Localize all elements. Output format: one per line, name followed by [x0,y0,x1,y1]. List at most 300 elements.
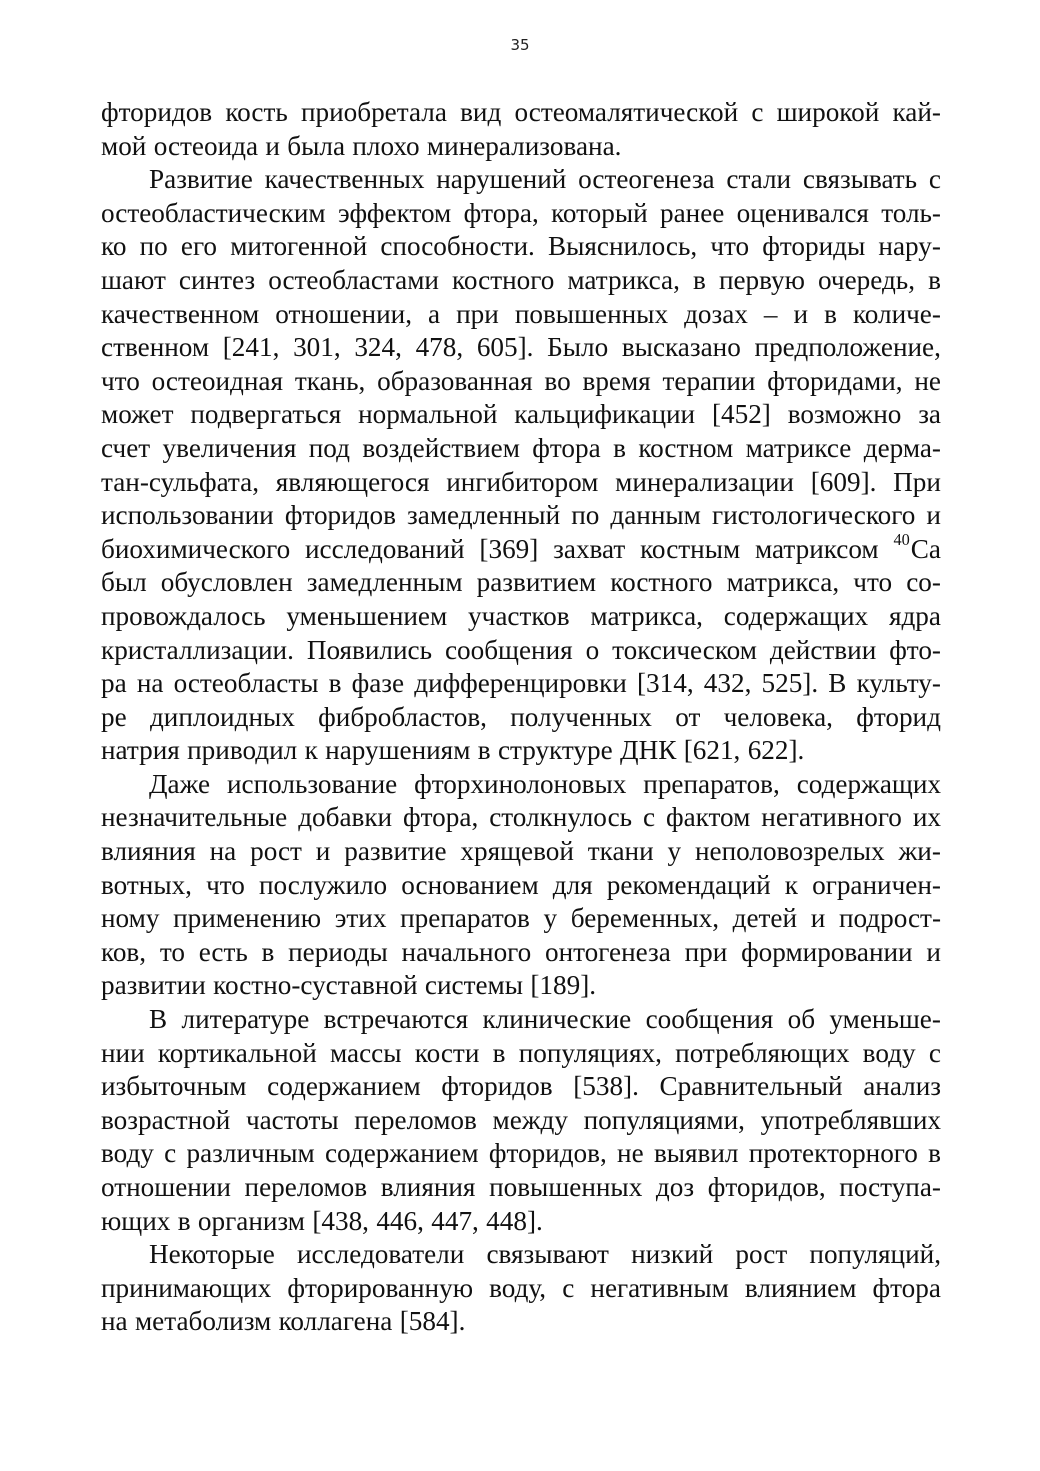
word: качественных [264,164,425,195]
word: приводил [187,735,298,766]
word: рекомендаций [606,869,771,900]
word: кай- [892,97,941,127]
text-line [101,398,941,432]
word: культу- [856,668,941,699]
text-line [101,530,941,567]
word: избыточным [101,1071,247,1102]
word: и [315,836,331,867]
word: матрикса, [590,600,703,631]
word: Даже [149,768,211,799]
word: возможно [787,399,902,430]
word: коллагена [278,1306,393,1337]
word: и [810,903,826,934]
body-text [101,96,941,1339]
word: негативного [761,802,902,833]
word: детей [732,903,798,934]
word: вотных, [101,869,192,900]
word: ядра [888,600,941,631]
word: дерма- [863,432,941,463]
word: системы [424,970,524,1001]
word: замедленным [306,567,463,598]
word: фтора, [403,802,479,833]
word: захват [553,533,626,564]
word: 448]. [486,1205,543,1236]
word: к [304,735,318,766]
word: Сравнительный [659,1071,843,1102]
word: При [893,466,941,497]
word: начального [401,936,532,967]
word: онтогенеза [544,936,671,967]
word: стали [726,164,792,195]
word: была [287,130,346,161]
word: при [684,936,728,967]
word: [584]. [399,1306,466,1337]
word: и [265,130,280,161]
word: рост [735,1239,788,1270]
text-line [101,835,941,869]
word: [609]. [810,466,877,497]
word: с [751,97,764,127]
word: при [456,298,499,329]
word: 446, [376,1205,424,1236]
word: у [667,836,682,867]
word: 324, [354,332,402,363]
word: костного [452,264,555,295]
word: и [926,936,941,967]
word: 301, [293,332,341,363]
word: костным [640,533,741,564]
text-line [101,1238,941,1272]
word: ингибитором [446,466,599,497]
word: на [101,1306,128,1337]
word: беременных, [570,903,719,934]
word: данным [610,500,701,531]
word: поступа- [839,1172,941,1202]
text-line [101,1205,941,1239]
word: первую [718,264,805,295]
word: фторидов [284,500,396,531]
word: и [926,500,941,531]
word: был [101,567,147,598]
text-line [101,466,941,500]
word: [314, [637,668,694,699]
word: влияния [101,836,196,867]
word: уменьшением [286,600,448,631]
word: 605]. [476,332,534,363]
word: ДНК [620,735,677,766]
word: способности. [380,231,535,262]
word: уменьше- [829,1004,941,1035]
word: высказано [621,332,741,363]
word: эффектом [337,197,452,228]
word: плохо [352,130,420,161]
word: мой [101,130,147,161]
word: массы [330,1037,402,1068]
word: $^{40}$Ca [893,530,941,564]
word: послужило [258,869,388,900]
word: воду [862,1037,916,1068]
word: кристаллизации. [101,634,294,665]
word: фторированную [287,1272,474,1303]
word: В [149,1004,168,1035]
word: остеоида [153,130,259,161]
word: подвергаться [190,399,342,430]
word: клинические [482,1004,632,1035]
word: Некоторые [149,1239,275,1270]
word: переломов [354,1104,477,1135]
text-line [101,566,941,600]
word: широкой [776,97,880,127]
text-line [101,936,941,970]
text-line [101,701,941,735]
word: что [101,365,140,396]
word: [189]. [530,970,597,1001]
word: использовании [101,500,274,531]
word: время [582,365,651,396]
word: что [206,869,245,900]
word: переломов [244,1172,368,1202]
word: влиянием [744,1272,857,1303]
word: [538]. [573,1071,639,1102]
word: жи- [898,836,941,867]
word: дифференцировки [414,668,627,699]
word: использование [226,768,398,799]
word: низкий [631,1239,714,1270]
word: содержанием [324,1138,479,1169]
word: полученных [510,701,652,732]
word: популяций, [809,1239,941,1270]
word: участков [468,600,570,631]
word: кальцификации [514,399,696,430]
text-line [101,264,941,298]
word: выявил [653,1138,739,1169]
word: костного [610,567,713,598]
word: образованная [377,365,533,396]
word: организм [197,1205,305,1236]
word: фтора [872,1272,941,1303]
word: анализ [863,1071,941,1102]
word: с [164,1138,177,1169]
word: действии [769,634,877,665]
word: есть [198,936,248,967]
word: количе- [852,298,941,329]
word: Выяснилось, [547,231,698,262]
word: фибробластов, [318,701,487,732]
word: по [571,500,600,531]
word: предположение, [754,332,941,363]
word: негативным [590,1272,729,1303]
word: диплоидных [149,701,295,732]
word: В [828,668,847,699]
word: нарушениям [325,735,471,766]
text-line [101,869,941,903]
word: биохимического [101,533,291,564]
word: натрия [101,735,180,766]
text-line [101,298,941,332]
word: 478, [415,332,464,363]
word: применению [173,903,322,934]
word: в [177,1205,191,1236]
word: очередь, [818,264,916,295]
word: об [787,1004,816,1035]
word: толь- [881,197,941,228]
word: потребляющих [675,1037,850,1068]
word: остеобластами [268,264,439,295]
page-number: 35 [510,36,530,54]
word: с [642,802,656,833]
word: увеличения [162,432,297,463]
word: основанием [401,869,539,900]
word: воздействием [362,432,520,463]
word: кости [414,1037,480,1068]
word: встречаются [323,1004,469,1035]
word: фто- [889,634,941,665]
word: который [551,197,648,228]
word: ющих [101,1205,171,1236]
word: отношении [101,1172,231,1202]
word: принимающих [101,1272,272,1303]
word: на [209,836,237,867]
word: ткань, [294,365,366,396]
word: ограничен- [812,869,941,900]
word: протекторного [748,1138,918,1169]
text-line [101,634,941,668]
word: от [675,701,701,732]
word: возрастной [101,1104,231,1135]
word: не [617,1138,644,1169]
word: в [492,1037,506,1068]
word: костно-суставной [213,970,418,1001]
word: в [824,298,837,329]
word: добавки [298,802,393,833]
word: с [928,1037,941,1068]
word: фторид [856,701,941,732]
word: токсическом [612,634,757,665]
word: исследований [305,533,465,564]
word: в [261,936,275,967]
word: гистологического [711,500,916,531]
text-line [101,1037,941,1071]
text-line [101,96,941,130]
word: кость [225,97,288,127]
word: для [552,869,593,900]
word: влияния [380,1172,476,1202]
word: фториды [762,231,866,262]
word: связывать [802,164,918,195]
word: что [853,567,893,598]
word: ственном [101,332,210,363]
text-line [101,600,941,634]
word: ному [101,903,160,934]
word: фторидов [441,1071,553,1102]
word: у [543,903,558,934]
word: остеомалятической [514,97,739,127]
word: развитие [344,836,447,867]
word: этих [334,903,387,934]
word: в [328,668,342,699]
word: его [180,231,218,262]
text-line [101,768,941,802]
word: фактом [666,802,751,833]
word: что [710,231,750,262]
text-line [101,163,941,197]
word: нии [101,1037,145,1068]
word: незначительные [101,802,288,833]
word: счет [101,432,151,463]
word: повышенных [514,298,669,329]
word: являющегося [275,466,430,497]
word: между [492,1104,568,1135]
word: ткани [587,836,654,867]
text-line [101,1003,941,1037]
word: фторхинолоновых [414,768,627,799]
word: оценивался [736,197,869,228]
text-line [101,667,941,701]
word: фторидами, [767,365,903,396]
word: – [763,298,778,329]
word: шают [101,264,166,295]
word: синтез [178,264,256,295]
word: и [793,298,809,329]
word: популяциями, [583,1104,745,1135]
word: повышенных [489,1172,643,1202]
word: формировании [741,936,913,967]
word: матрикса, [726,567,840,598]
text-line [101,969,941,1003]
word: связывают [486,1239,609,1270]
word: минерализована. [426,130,622,161]
word: во [544,365,571,396]
word: о [585,634,600,665]
word: содержанием [267,1071,421,1102]
word: за [918,399,941,430]
word: развитием [476,567,597,598]
word: приобретала [300,97,447,127]
text-line [101,365,941,399]
word: костном [638,432,734,463]
word: развитии [101,970,206,1001]
word: кортикальной [157,1037,317,1068]
word: ко [101,231,127,262]
text-line [101,130,941,164]
word: препаратов, [643,768,780,799]
word: ра [101,668,127,699]
word: остеобласты [173,668,319,699]
word: 622]. [747,735,805,766]
text-line [101,734,941,768]
word: тан-сульфата, [101,466,260,497]
word: [438, [312,1205,369,1236]
word: сообщения [444,634,573,665]
word: отношении, [275,298,412,329]
word: с [562,1272,575,1303]
word: по [139,231,168,262]
word: под [308,432,350,463]
word: содержащих [723,600,869,631]
word: Было [547,332,609,363]
word: фторидов [101,97,213,127]
text-line [101,1137,941,1171]
text-line [101,1272,941,1306]
word: исследователи [296,1239,465,1270]
word: структуре [497,735,613,766]
word: нарушений [436,164,567,195]
text-line [101,230,941,264]
word: [241, [222,332,280,363]
word: остеогенеза [578,164,715,195]
word: содержащих [796,768,941,799]
word: воду, [489,1272,547,1303]
text-line [101,902,941,936]
word: сообщения [645,1004,774,1035]
word: метаболизм [134,1306,272,1337]
word: может [101,399,174,430]
word: то [159,936,185,967]
word: матриксом [755,533,879,564]
word: нару- [878,231,941,262]
word: провождалось [101,600,266,631]
word: фторидов, [707,1172,826,1202]
word: столкнулось [489,802,633,833]
word: остеоидная [151,365,283,396]
word: вид [460,97,502,127]
word: фазе [351,668,405,699]
word: дозах [684,298,748,329]
word: 447, [431,1205,479,1236]
word: воду [101,1138,154,1169]
word: [369] [479,533,539,564]
word: обусловлен [160,567,293,598]
word: рост [250,836,302,867]
word: с [928,164,941,195]
text-line [101,197,941,231]
word: частоты [245,1104,339,1135]
word: ранее [659,197,725,228]
word: в [928,1138,941,1169]
word: периоды [288,936,388,967]
word: различным [186,1138,315,1169]
word: нормальной [358,399,498,430]
word: на [136,668,164,699]
word: замедленный [407,500,561,531]
text-line [101,801,941,835]
word: неполовозрелых [694,836,885,867]
word: минерализации [615,466,794,497]
word: доз [655,1172,695,1202]
word: в [613,432,626,463]
word: а [428,298,441,329]
word: препаратов [400,903,530,934]
word: хрящевой [460,836,574,867]
word: их [912,802,941,833]
word: к [784,869,798,900]
word: со- [906,567,941,598]
word: матриксе [745,432,852,463]
word: [452] [711,399,771,430]
word: популяциях, [518,1037,662,1068]
word: терапии [662,365,756,396]
word: подрост- [838,903,941,934]
text-line [101,1305,941,1339]
word: литературе [181,1004,310,1035]
word: фтора, [463,197,539,228]
word: остеобластическим [101,197,326,228]
word: фторидов, [488,1138,607,1169]
word: качественном [101,298,260,329]
text-line [101,432,941,466]
word: Развитие [149,164,253,195]
text-line [101,1104,941,1138]
